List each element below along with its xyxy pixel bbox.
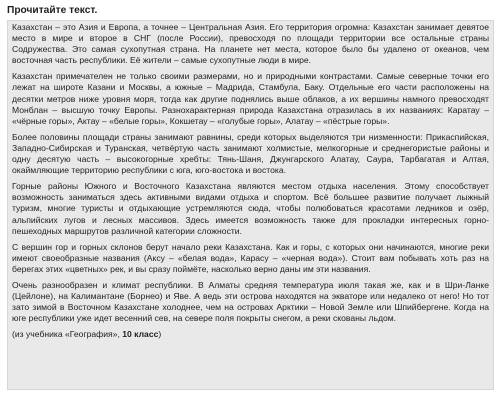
- paragraph-3: Более половины площади страны занимают равнины, среди которых выделяются три низменности: Прикаспийская, Западно-Сибирская и Туранская, четвёртую часть занимают холмистые, мелкогорные и среднегористые районы и одну десятую часть – высокогорные хребты: Тянь-Шаня, Джунгарского Алатау, Саура, Тарбагатая и Алтая, окаймляющие территорию республики с юга, юго-востока и востока.: [12, 131, 489, 176]
- paragraph-2: Казахстан примечателен не только своими размерами, но и природными контрастами. Самые северные точки его лежат на широте Казани и Москвы, а южные – Мадрида, Стамбула, Баку. Отдельные его части расположены на десятки метров ниже уровня моря, тогда как другие поднялись выше облаков, а их вершины намного превосходят Монблан – высшую точку Европы. Разнохарактерная природа Казахстана отразилась в их названиях: Каратау – «чёрные горы», Актау – «белые горы», Кокшетау – «голубые горы», Алатау – «пёстрые горы».: [12, 71, 489, 126]
- text-box: [7, 20, 494, 390]
- paragraph-1: Казахстан – это Азия и Европа, а точнее – Центральная Азия. Его территория огромна: Казахстан занимает девятое место в мире и второе в СНГ (после России), превосходя по площади территории все остальные страны Содружества. Это самая сухопутная страна. На планете нет места, которое было бы удалено от океанов, чем восточная часть республики. Её жители – самые сухопутные люди в мире.: [12, 22, 489, 66]
- paragraph-4: Горные районы Южного и Восточного Казахстана являются местом отдыха населения. Этому способствует возможность заниматься здесь активными видами отдыха и спортом. Всё большее развитие получает лыжный туризм, многие туристы и отдыхающие устремляются сюда, чтобы полюбоваться красотами ледников и озёр, альпийских лугов и лесных массивов. Здесь имеется возможность также для прокладки интересных горно-пешеходных маршрутов различной категории сложности.: [12, 181, 489, 236]
- source-grade: 10 класс: [122, 329, 159, 340]
- paragraph-6: Очень разнообразен и климат республики. В Алматы средняя температура июля такая же, как и в Шри-Ланке (Цейлоне), на Калимантане (Борнео) и Яве. А ведь эти острова находятся на экваторе или недалеко от него! Но тот зато зимой в Восточном Казахстане холоднее, чем на островах Арктики – Новой Земле или Шпийбергене. Когда на юге республики уже идет весенний сев, на севере поля покрыты снегом, а реки скованы льдом.: [12, 279, 489, 324]
- source-citation: [12, 329, 489, 340]
- source-prefix: (из учебника «География»,: [12, 329, 123, 340]
- paragraph-5: С вершин гор и горных склонов берут начало реки Казахстана. Как и горы, с которых они начинаются, многие реки имеют своеобразные названия (Аксу – «белая вода», Карасу – «черная вода»). Стоит вам побывать хоть раз на берегах этих «цветных» рек, и вы сразу поймёте, насколько верно даны им эти названия.: [12, 241, 489, 274]
- task-title: Прочитайте текст.: [7, 5, 98, 16]
- source-suffix: ): [158, 329, 162, 340]
